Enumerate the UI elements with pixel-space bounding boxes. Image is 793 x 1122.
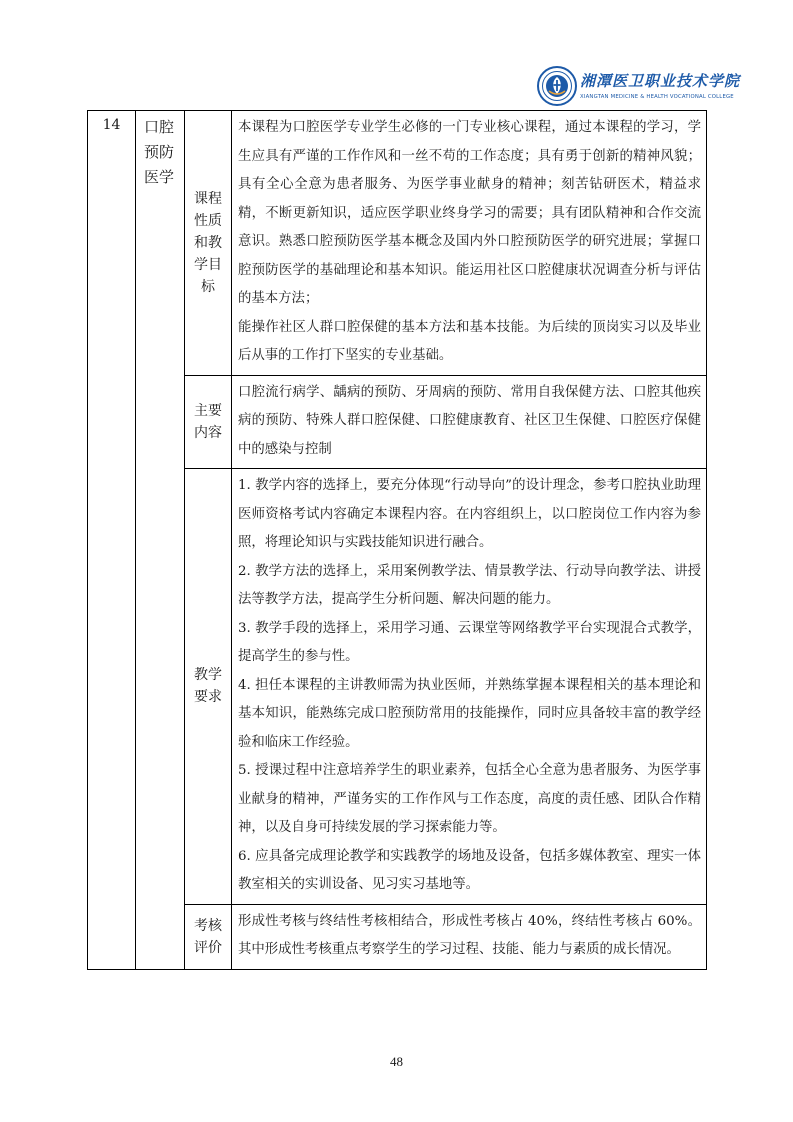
page-number: 48 — [390, 1054, 403, 1069]
section-content-assessment — [232, 904, 707, 969]
course-name: 口腔预防医学 — [136, 111, 185, 970]
paragraph: 口腔流行病学、龋病的预防、牙周病的预防、常用自我保健方法、口腔其他疾病的预防、特殊人群口腔保健、口腔健康教育、社区卫生保健、口腔医疗保健中的感染与控制 — [238, 384, 701, 457]
paragraph: 2. 教学方法的选择上，采用案例教学法、情景教学法、行动导向教学法、讲授法等教学方法，提高学生分析问题、解决问题的能力。 — [238, 563, 701, 607]
course-number: 14 — [88, 111, 136, 970]
paragraph: 1. 教学内容的选择上，要充分体现“行动导向”的设计理念，参考口腔执业助理医师资格考试内容确定本课程内容。在内容组织上，以口腔岗位工作内容为参照，将理论知识与实践技能知识进行融合。 — [238, 478, 701, 550]
college-name-en: XIANGTAN MEDICINE & HEALTH VOCATIONAL COLLEGE — [580, 94, 734, 100]
paragraph: 4. 担任本课程的主讲教师需为执业医师，并熟练掌握本课程相关的基本理论和基本知识，能熟练完成口腔预防常用的技能操作，同时应具备较丰富的教学经验和临床工作经验。 — [238, 677, 701, 750]
table-row-objectives — [88, 111, 707, 376]
college-name-block — [580, 70, 780, 100]
paragraph: 3. 教学手段的选择上，采用学习通、云课堂等网络教学平台实现混合式教学，提高学生的参与性。 — [238, 620, 701, 664]
section-label-assessment: 考核评价 — [185, 904, 232, 969]
paragraph: 能操作社区人群口腔保健的基本方法和基本技能。为后续的顶岗实习以及毕业后从事的工作打下坚实的专业基础。 — [238, 319, 701, 363]
paragraph: 5. 授课过程中注意培养学生的职业素养，包括全心全意为患者服务、为医学事业献身的精神，严谨务实的工作作风与工作态度，高度的责任感、团队合作精神，以及自身可持续发展的学习探索能力等。 — [238, 763, 701, 835]
section-label-content: 主要内容 — [185, 375, 232, 469]
course-table — [87, 110, 707, 970]
section-label-objectives: 课程性质和教学目标 — [185, 111, 232, 376]
section-content-objectives — [232, 111, 707, 376]
section-label-requirements: 教学要求 — [185, 469, 232, 905]
page-header — [0, 0, 793, 110]
college-name-cn: 湘潭医卫职业技术学院 — [580, 72, 741, 90]
paragraph: 形成性考核与终结性考核相结合，形成性考核占 40%，终结性考核占 60%。其中形成性考核重点考察学生的学习过程、技能、能力与素质的成长情况。 — [238, 913, 701, 957]
paragraph: 本课程为口腔医学专业学生必修的一门专业核心课程，通过本课程的学习，学生应具有严谨的工作作风和一丝不苟的工作态度；具有勇于创新的精神风貌；具有全心全意为患者服务、为医学事业献身的精神；刻苦钻研医术，精益求精，不断更新知识，适应医学职业终身学习的需要；具有团队精神和合作交流意识。熟悉口腔预防医学基本概念及国内外口腔预防医学的研究进展；掌握口腔预防医学的基础理论和基本知识。能运用社区口腔健康状况调查分析与评估的基本方法； — [238, 120, 701, 306]
paragraph: 6. 应具备完成理论教学和实践教学的场地及设备，包括多媒体教室、理实一体教室相关的实训设备、见习实习基地等。 — [238, 848, 701, 892]
college-logo-icon — [537, 66, 577, 106]
section-content-requirements — [232, 469, 707, 905]
section-content-main — [232, 375, 707, 469]
